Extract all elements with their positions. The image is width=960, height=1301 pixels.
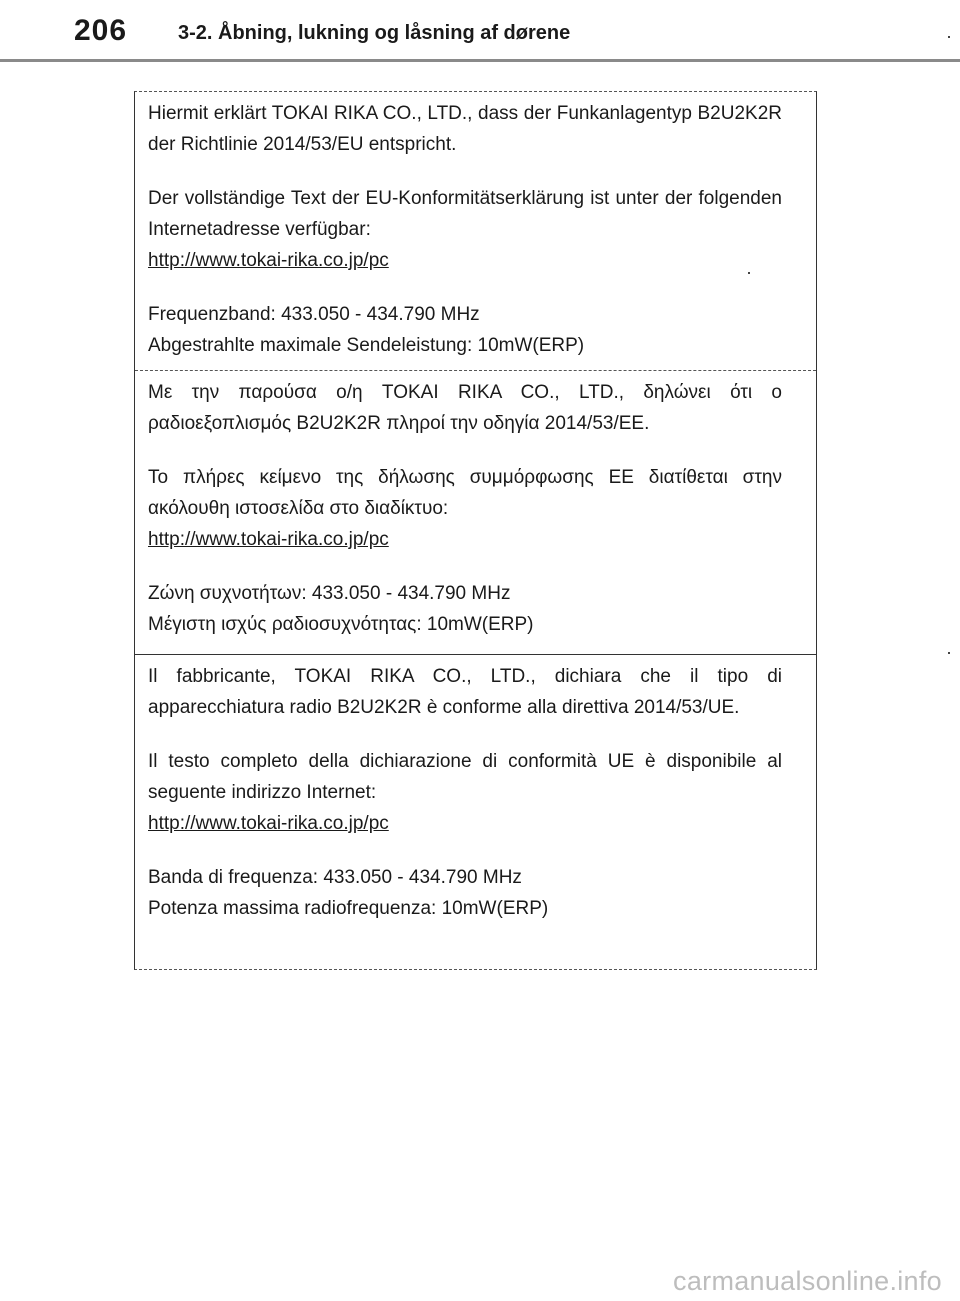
header-rule (0, 59, 960, 62)
availability-text: Il testo completo della dichiarazione di conformità UE è disponibile al seguente indirizzo Internet: (148, 751, 782, 803)
frequency-band: Ζώνη συχνοτήτων: 433.050 - 434.790 MHz (148, 583, 511, 604)
declaration-link[interactable]: http://www.tokai-rika.co.jp/pc (148, 529, 389, 550)
section-title: 3-2. Åbning, lukning og låsning af dørene (178, 22, 571, 44)
italian-declaration (135, 654, 816, 969)
frequency-band: Banda di frequenza: 433.050 - 434.790 MHz (148, 867, 522, 888)
frequency-band: Frequenzband: 433.050 - 434.790 MHz (148, 304, 480, 325)
german-declaration (135, 92, 816, 369)
declaration-link[interactable]: http://www.tokai-rika.co.jp/pc (148, 813, 389, 834)
declaration-text: Hiermit erklärt TOKAI RIKA CO., LTD., dass der Funkanlagentyp B2U2K2R der Richtlinie 2014/53/EU entspricht. (148, 103, 782, 155)
greek-declaration (135, 370, 816, 653)
declaration-text: Il fabbricante, TOKAI RIKA CO., LTD., dichiara che il tipo di apparecchiatura radio B2U2K2R è conforme alla direttiva 2014/53/UE. (148, 666, 782, 718)
declaration-link[interactable]: http://www.tokai-rika.co.jp/pc (148, 250, 389, 271)
page-number: 206 (74, 14, 128, 47)
max-power: Potenza massima radiofrequenza: 10mW(ERP) (148, 898, 549, 919)
availability-text: Der vollständige Text der EU-Konformitätserklärung ist unter der folgenden Internetadresse verfügbar: (148, 188, 782, 240)
page-header (0, 0, 960, 64)
max-power: Abgestrahlte maximale Sendeleistung: 10mW(ERP) (148, 335, 585, 356)
crop-mark (948, 652, 950, 654)
max-power: Μέγιστη ισχύς ραδιοσυχνότητας: 10mW(ERP) (148, 614, 534, 635)
site-watermark: carmanualsonline.info (673, 1266, 942, 1296)
declaration-box (134, 91, 817, 970)
declaration-text: Με την παρούσα ο/η TOKAI RIKA CO., LTD., δηλώνει ότι ο ραδιοεξοπλισμός B2U2K2R πληροί την οδηγία 2014/53/ΕΕ. (148, 382, 782, 434)
availability-text: Το πλήρες κείμενο της δήλωσης συμμόρφωσης ΕΕ διατίθεται στην ακόλουθη ιστοσελίδα στο διαδίκτυο: (148, 467, 782, 519)
crop-mark (948, 36, 950, 38)
